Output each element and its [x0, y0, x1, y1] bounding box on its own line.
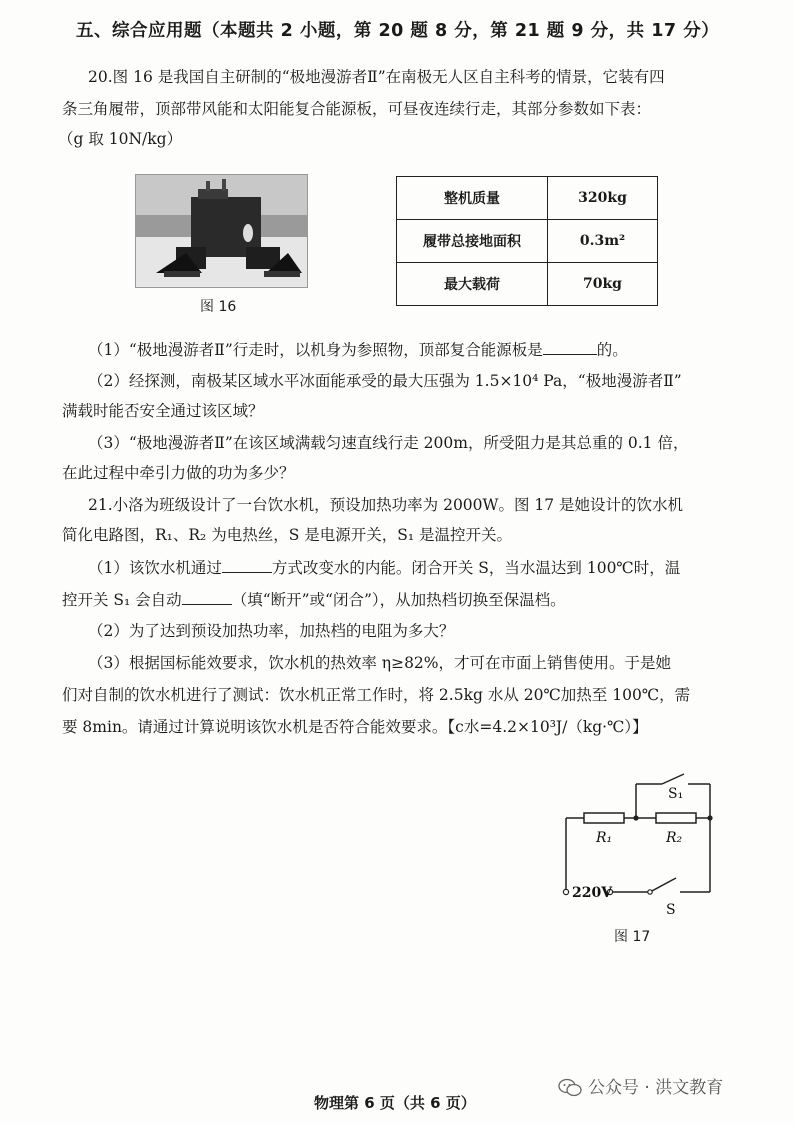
- q20-intro-line1: 20.图 16 是我国自主研制的“极地漫游者Ⅱ”在南极无人区自主科考的情景，它装有四: [88, 68, 665, 86]
- q21-intro-line2: 简化电路图，R₁、R₂ 为电热丝，S 是电源开关，S₁ 是温控开关。: [62, 526, 513, 544]
- q21-part3-line2: 们对自制的饮水机进行了测试：饮水机正常工作时，将 2.5kg 水从 20℃加热至 100℃，需: [62, 686, 691, 704]
- s-label: S: [666, 902, 676, 918]
- table-cell-label: 最大载荷: [397, 263, 548, 306]
- table-cell-value: 70kg: [548, 263, 658, 306]
- q20-part1-end: 的。: [596, 341, 628, 359]
- polar-rover-photo: [135, 174, 308, 288]
- switch-s: [650, 878, 676, 892]
- polar-rover-illustration: [136, 175, 307, 287]
- resistor-r1: [584, 813, 624, 823]
- resistor-r2: [656, 813, 696, 823]
- terminal-left: [563, 889, 568, 894]
- answer-blank[interactable]: [543, 338, 597, 355]
- s1-label: S₁: [668, 786, 684, 802]
- table-cell-label: 整机质量: [397, 177, 548, 220]
- q21-part2: （2）为了达到预设加热功率，加热档的电阻为多大？: [88, 622, 455, 640]
- circuit-diagram: [550, 770, 730, 930]
- q21-part1-text: （1）该饮水机通过: [88, 559, 222, 577]
- wechat-icon: [558, 1078, 582, 1098]
- rover-parameter-table: [396, 176, 658, 306]
- page-footer: 物理第 6 页（共 6 页）: [314, 1094, 476, 1112]
- section-title: 五、综合应用题（本题共 2 小题，第 20 题 8 分，第 21 题 9 分，共 17 分）: [76, 21, 720, 41]
- q20-part1: [88, 338, 628, 361]
- q20-part2-line1: （2）经探测，南极某区域水平冰面能承受的最大压强为 1.5×10⁴ Pa，“极地漫游者Ⅱ”: [88, 372, 682, 390]
- table-row: [397, 263, 658, 306]
- q20-intro-line3: （g 取 10N/kg）: [58, 130, 183, 148]
- q21-part3-line3: 要 8min。请通过计算说明该饮水机是否符合能效要求。【c水=4.2×10³J/（kg·℃）】: [62, 718, 648, 736]
- answer-blank[interactable]: [222, 556, 272, 573]
- switch-s1: [662, 774, 684, 784]
- watermark-text: 公众号 · 洪文教育: [588, 1078, 724, 1098]
- q20-part1-text: （1）“极地漫游者Ⅱ”行走时，以机身为参照物，顶部复合能源板是: [88, 341, 543, 359]
- q21-part1-text2: 控开关 S₁ 会自动: [62, 591, 182, 609]
- q21-part3-line1: （3）根据国标能效要求，饮水机的热效率 η≥82%，才可在市面上销售使用。于是她: [88, 654, 672, 672]
- figure-16-caption: 图 16: [200, 299, 237, 315]
- table-row: [397, 220, 658, 263]
- q20-part3-line2: 在此过程中牵引力做的功为多少？: [62, 464, 295, 482]
- table-cell-value: 0.3m²: [548, 220, 658, 263]
- q21-part1-line2: [62, 588, 566, 611]
- table-row: [397, 177, 658, 220]
- table-cell-label: 履带总接地面积: [397, 220, 548, 263]
- r1-label: R₁: [596, 830, 613, 846]
- q21-part1-line1: [88, 556, 680, 579]
- r2-label: R₂: [666, 830, 683, 846]
- q20-part2-line2: 满载时能否安全通过该区域？: [62, 402, 264, 420]
- table-cell-value: 320kg: [548, 177, 658, 220]
- answer-blank[interactable]: [182, 588, 232, 605]
- q21-part1-text2-cont: （填“断开”或“闭合”），从加热档切换至保温档。: [231, 591, 566, 609]
- figure-17-caption: 图 17: [614, 929, 651, 945]
- q21-intro-line1: 21.小洛为班级设计了一台饮水机，预设加热功率为 2000W。图 17 是她设计的饮水机: [88, 496, 684, 514]
- q21-part1-text-cont: 方式改变水的内能。闭合开关 S，当水温达到 100℃时，温: [271, 559, 681, 577]
- q20-part3-line1: （3）“极地漫游者Ⅱ”在该区域满载匀速直线行走 200m，所受阻力是其总重的 0.1 倍，: [88, 434, 689, 452]
- voltage-label: 220V: [572, 885, 613, 901]
- q20-intro-line2: 条三角履带，顶部带风能和太阳能复合能源板，可昼夜连续行走，其部分参数如下表：: [62, 100, 652, 118]
